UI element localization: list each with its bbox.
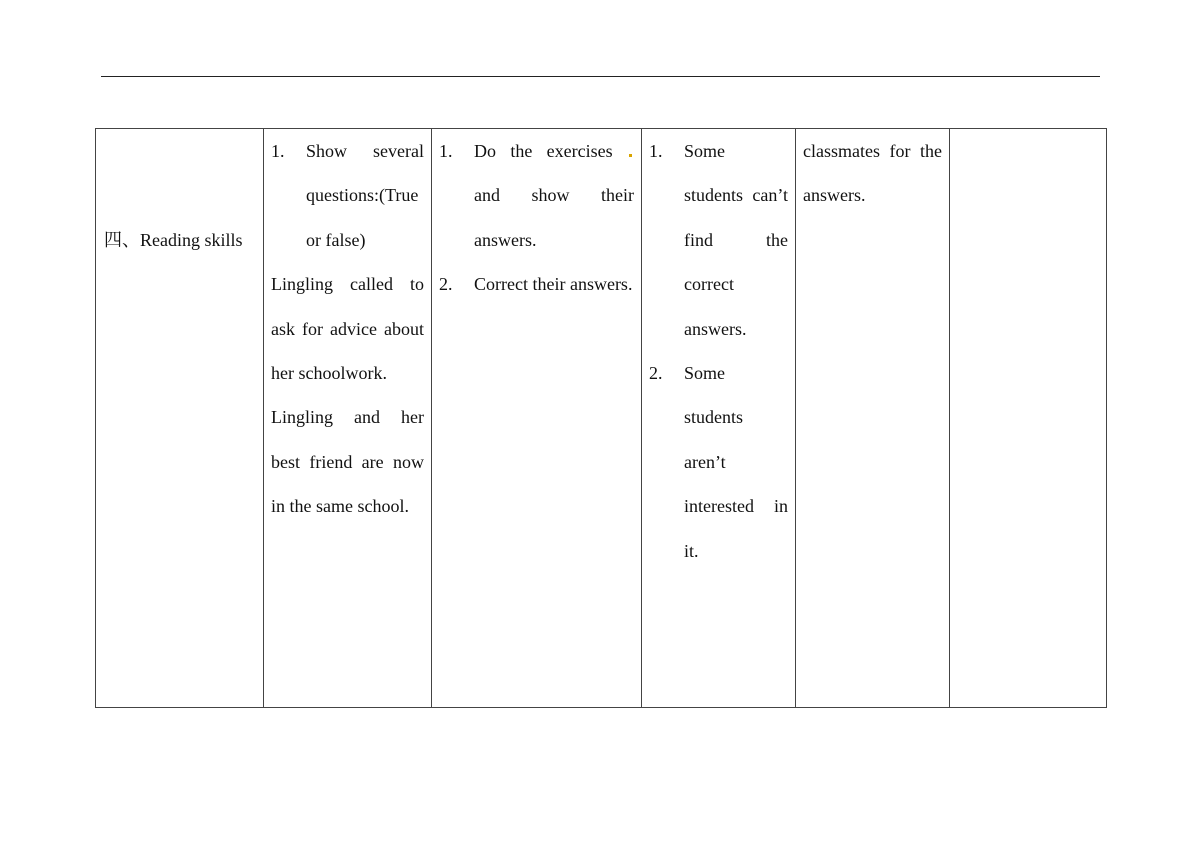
stage-cell (96, 129, 264, 708)
stage-label: 四、Reading skills (104, 230, 243, 250)
table-row (96, 129, 1107, 708)
student-item-1-text-a: Do the exercises (474, 141, 613, 161)
lesson-plan-table (95, 128, 1107, 708)
statement-2: Lingling and her best friend are now in the same school. (271, 407, 424, 517)
notes-cell (950, 129, 1107, 708)
teacher-activity-cell (264, 129, 432, 708)
solutions-cell (796, 129, 950, 708)
item-number: 1. (649, 141, 663, 161)
item-number: 1. (439, 141, 453, 161)
student-item-2 (439, 262, 634, 306)
problems-cell (642, 129, 796, 708)
header-rule (101, 76, 1100, 77)
problem-item-2-text: Some students aren’t interested in it. (684, 363, 788, 561)
edit-marker-icon (629, 154, 632, 157)
student-item-2-text: Correct their answers. (474, 274, 633, 295)
item-number: 2. (649, 363, 663, 384)
statement-1: Lingling called to ask for advice about her schoolwork. (271, 274, 424, 384)
teacher-item-1 (271, 129, 424, 262)
solutions-text: classmates for the answers. (803, 141, 942, 206)
problem-item-2 (649, 351, 788, 573)
item-number: 1. (271, 141, 285, 161)
student-activity-cell (432, 129, 642, 708)
item-number: 2. (439, 274, 453, 295)
problem-item-1 (649, 129, 788, 351)
student-item-1 (439, 129, 634, 262)
teacher-item-1-text: Show several questions:(True or false) (306, 141, 424, 250)
problem-item-1-text: Some students can’t find the correct answers. (684, 141, 788, 339)
student-item-1-text-b: and show their answers. (474, 185, 634, 250)
